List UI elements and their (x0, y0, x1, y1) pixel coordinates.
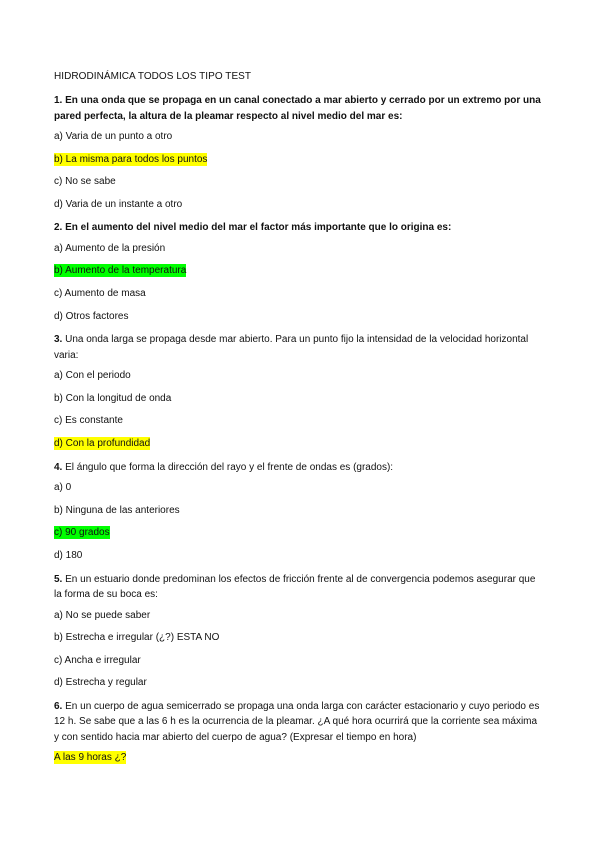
option-b (54, 392, 544, 405)
option-text: c) No se sabe (54, 176, 116, 188)
question-3 (54, 332, 544, 450)
option-c (54, 287, 544, 300)
question-text (54, 332, 544, 363)
question-number: 3. (54, 334, 63, 346)
option-c (54, 414, 544, 427)
highlighted-answer: A las 9 horas ¿? (54, 752, 127, 764)
option-c (54, 526, 544, 539)
highlighted-answer: c) 90 grados (54, 527, 110, 539)
question-number: 1. (54, 95, 63, 106)
option-a (54, 242, 544, 255)
option-c (54, 175, 544, 188)
option-text: a) Con el periodo (54, 370, 131, 382)
question-text (54, 460, 544, 476)
question-body: En un cuerpo de agua semicerrado se propaga una onda larga con carácter estacionario y cuyo periodo es 12 h. Se sabe que a las 6 h es la ocurrencia de la pleamar. ¿A qué hora ocurrirá que la corriente sea máxima y con sentido hacia mar abierto del cuerpo de agua? (Expresar el tiempo en hora) (54, 700, 540, 743)
option-d (54, 198, 544, 211)
option-text: b) Estrecha e irregular (¿?) ESTA NO (54, 632, 220, 644)
question-4 (54, 460, 544, 562)
question-body: En un estuario donde predominan los efectos de fricción frente al de convergencia podemos asegurar que la forma de su boca es: (54, 573, 536, 600)
option-a (54, 481, 544, 494)
option-a (54, 369, 544, 382)
highlighted-answer: b) La misma para todos los puntos (54, 153, 208, 165)
question-text (54, 572, 544, 603)
option-c (54, 654, 544, 667)
option-text: d) Otros factores (54, 310, 129, 322)
option-text: a) 0 (54, 482, 72, 494)
option-d (54, 549, 544, 562)
question-1 (54, 93, 544, 211)
option-a (54, 609, 544, 622)
option-text: a) Varia de un punto a otro (54, 131, 173, 142)
option-b (54, 631, 544, 644)
question-6 (54, 699, 544, 765)
option-text: c) Ancha e irregular (54, 654, 141, 666)
document-title: HIDRODINÁMICA TODOS LOS TIPO TEST (54, 71, 252, 82)
option-b (54, 153, 544, 166)
option-d (54, 437, 544, 450)
option-d (54, 310, 544, 323)
option-a (54, 130, 544, 143)
option-text: b) Con la longitud de onda (54, 392, 172, 404)
highlighted-answer: b) Aumento de la temperatura (54, 265, 187, 277)
question-body: En una onda que se propaga en un canal conectado a mar abierto y cerrado por un extremo por una pared perfecta, la altura de la pleamar respecto al nivel medio del mar es: (54, 95, 541, 122)
question-2 (54, 220, 544, 322)
question-text (54, 220, 544, 236)
option-text: c) Aumento de masa (54, 288, 146, 300)
highlighted-answer: d) Con la profundidad (54, 438, 151, 450)
option-text: a) Aumento de la presión (54, 242, 166, 254)
question-number: 5. (54, 573, 63, 585)
option-text: d) Estrecha y regular (54, 677, 147, 689)
question-body: El ángulo que forma la dirección del rayo y el frente de ondas es (grados): (65, 461, 394, 473)
question-number: 2. (54, 222, 63, 234)
option-text: d) 180 (54, 549, 83, 561)
option-b (54, 264, 544, 277)
question-5 (54, 572, 544, 690)
question-body: Una onda larga se propaga desde mar abierto. Para un punto fijo la intensidad de la velocidad horizontal varia: (54, 334, 529, 361)
question-number: 6. (54, 700, 63, 712)
question-text (54, 699, 544, 746)
option-b (54, 504, 544, 517)
option-text: d) Varia de un instante a otro (54, 198, 183, 210)
question-number: 4. (54, 461, 63, 473)
question-text (54, 93, 544, 124)
answer-line (54, 751, 544, 764)
option-d (54, 676, 544, 689)
question-body: En el aumento del nivel medio del mar el factor más importante que lo origina es: (65, 222, 452, 234)
option-text: a) No se puede saber (54, 609, 151, 621)
option-text: c) Es constante (54, 415, 123, 427)
option-text: b) Ninguna de las anteriores (54, 504, 180, 516)
